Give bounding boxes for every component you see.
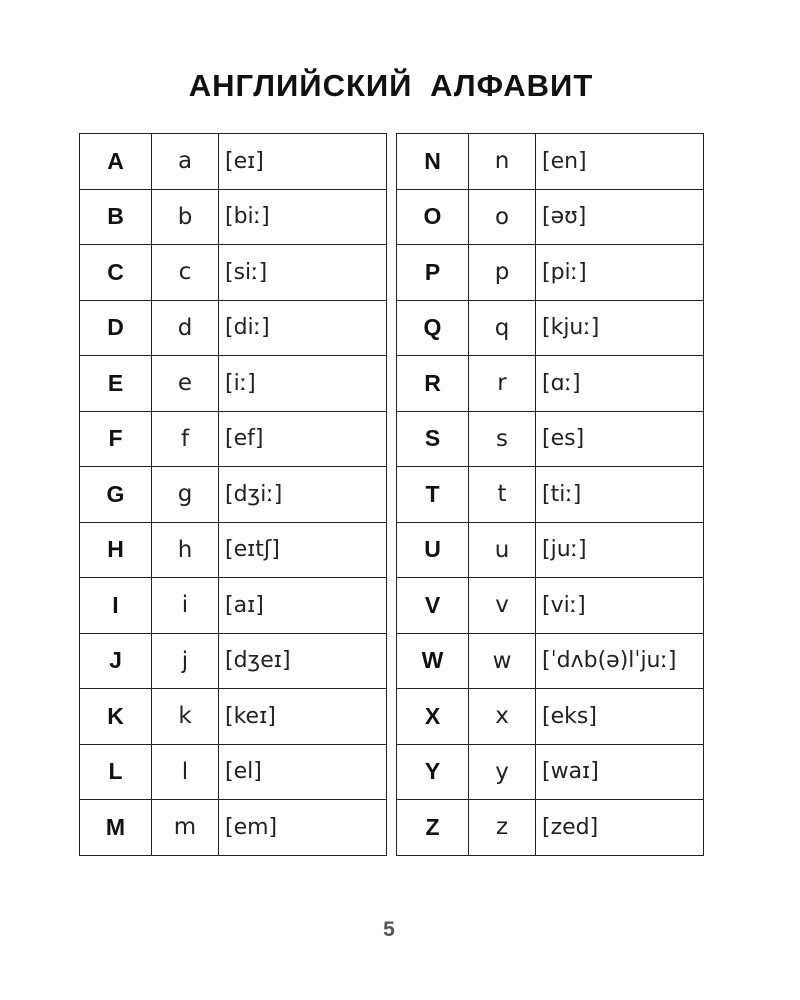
transcription-cell: [viː]: [536, 578, 704, 634]
uppercase-letter-cell: M: [80, 800, 152, 856]
lowercase-letter-cell: d: [152, 300, 219, 356]
alphabet-table-right: [396, 133, 704, 856]
uppercase-letter-cell: I: [80, 578, 152, 634]
lowercase-letter-cell: u: [469, 522, 536, 578]
transcription-cell: [eks]: [536, 689, 704, 745]
uppercase-letter-cell: C: [80, 245, 152, 301]
lowercase-letter-cell: y: [469, 744, 536, 800]
lowercase-letter-cell: x: [469, 689, 536, 745]
uppercase-letter-cell: G: [80, 467, 152, 523]
uppercase-letter-cell: Q: [397, 300, 469, 356]
uppercase-letter-cell: P: [397, 245, 469, 301]
alphabet-table-left: [79, 133, 387, 856]
uppercase-letter-cell: J: [80, 633, 152, 689]
letter-row: [80, 467, 387, 523]
lowercase-letter-cell: f: [152, 411, 219, 467]
lowercase-letter-cell: g: [152, 467, 219, 523]
letter-row: [397, 356, 704, 412]
page-number: 5: [383, 918, 395, 941]
transcription-cell: [piː]: [536, 245, 704, 301]
lowercase-letter-cell: i: [152, 578, 219, 634]
letter-row: [397, 245, 704, 301]
letter-row: [397, 467, 704, 523]
transcription-cell: [eɪtʃ]: [219, 522, 387, 578]
lowercase-letter-cell: h: [152, 522, 219, 578]
transcription-cell: [em]: [219, 800, 387, 856]
uppercase-letter-cell: K: [80, 689, 152, 745]
lowercase-letter-cell: v: [469, 578, 536, 634]
letter-row: [80, 134, 387, 190]
letter-row: [397, 134, 704, 190]
transcription-cell: [diː]: [219, 300, 387, 356]
lowercase-letter-cell: l: [152, 744, 219, 800]
transcription-cell: [kjuː]: [536, 300, 704, 356]
lowercase-letter-cell: t: [469, 467, 536, 523]
uppercase-letter-cell: B: [80, 189, 152, 245]
letter-row: [397, 300, 704, 356]
transcription-cell: [biː]: [219, 189, 387, 245]
transcription-cell: [waɪ]: [536, 744, 704, 800]
letter-row: [397, 633, 704, 689]
letter-row: [80, 633, 387, 689]
transcription-cell: [es]: [536, 411, 704, 467]
letter-row: [80, 689, 387, 745]
transcription-cell: [əʊ]: [536, 189, 704, 245]
transcription-cell: [siː]: [219, 245, 387, 301]
letter-row: [80, 522, 387, 578]
uppercase-letter-cell: L: [80, 744, 152, 800]
lowercase-letter-cell: j: [152, 633, 219, 689]
uppercase-letter-cell: H: [80, 522, 152, 578]
lowercase-letter-cell: n: [469, 134, 536, 190]
alphabet-table-left-body: [80, 134, 387, 856]
lowercase-letter-cell: q: [469, 300, 536, 356]
letter-row: [80, 744, 387, 800]
transcription-cell: [keɪ]: [219, 689, 387, 745]
uppercase-letter-cell: D: [80, 300, 152, 356]
lowercase-letter-cell: s: [469, 411, 536, 467]
uppercase-letter-cell: O: [397, 189, 469, 245]
lowercase-letter-cell: p: [469, 245, 536, 301]
letter-row: [80, 300, 387, 356]
lowercase-letter-cell: r: [469, 356, 536, 412]
uppercase-letter-cell: V: [397, 578, 469, 634]
uppercase-letter-cell: Z: [397, 800, 469, 856]
uppercase-letter-cell: F: [80, 411, 152, 467]
uppercase-letter-cell: A: [80, 134, 152, 190]
transcription-cell: [el]: [219, 744, 387, 800]
uppercase-letter-cell: Y: [397, 744, 469, 800]
uppercase-letter-cell: T: [397, 467, 469, 523]
transcription-cell: [zed]: [536, 800, 704, 856]
uppercase-letter-cell: S: [397, 411, 469, 467]
transcription-cell: [dʒiː]: [219, 467, 387, 523]
lowercase-letter-cell: a: [152, 134, 219, 190]
transcription-cell: [eɪ]: [219, 134, 387, 190]
uppercase-letter-cell: N: [397, 134, 469, 190]
letter-row: [80, 245, 387, 301]
lowercase-letter-cell: z: [469, 800, 536, 856]
lowercase-letter-cell: c: [152, 245, 219, 301]
letter-row: [397, 522, 704, 578]
alphabet-table-right-body: [397, 134, 704, 856]
transcription-cell: [dʒeɪ]: [219, 633, 387, 689]
uppercase-letter-cell: R: [397, 356, 469, 412]
letter-row: [397, 411, 704, 467]
uppercase-letter-cell: W: [397, 633, 469, 689]
letter-row: [397, 689, 704, 745]
lowercase-letter-cell: o: [469, 189, 536, 245]
letter-row: [397, 800, 704, 856]
transcription-cell: [ef]: [219, 411, 387, 467]
letter-row: [80, 356, 387, 412]
lowercase-letter-cell: w: [469, 633, 536, 689]
lowercase-letter-cell: m: [152, 800, 219, 856]
letter-row: [397, 578, 704, 634]
lowercase-letter-cell: k: [152, 689, 219, 745]
transcription-cell: [aɪ]: [219, 578, 387, 634]
page-title: АНГЛИЙСКИЙ АЛФАВИТ: [188, 68, 594, 103]
transcription-cell: [iː]: [219, 356, 387, 412]
letter-row: [397, 744, 704, 800]
lowercase-letter-cell: e: [152, 356, 219, 412]
letter-row: [80, 411, 387, 467]
transcription-cell: [ˈdʌb(ə)lˈjuː]: [536, 633, 704, 689]
lowercase-letter-cell: b: [152, 189, 219, 245]
letter-row: [397, 189, 704, 245]
letter-row: [80, 189, 387, 245]
letter-row: [80, 800, 387, 856]
transcription-cell: [en]: [536, 134, 704, 190]
letter-row: [80, 578, 387, 634]
transcription-cell: [juː]: [536, 522, 704, 578]
uppercase-letter-cell: E: [80, 356, 152, 412]
uppercase-letter-cell: X: [397, 689, 469, 745]
transcription-cell: [tiː]: [536, 467, 704, 523]
transcription-cell: [ɑː]: [536, 356, 704, 412]
uppercase-letter-cell: U: [397, 522, 469, 578]
